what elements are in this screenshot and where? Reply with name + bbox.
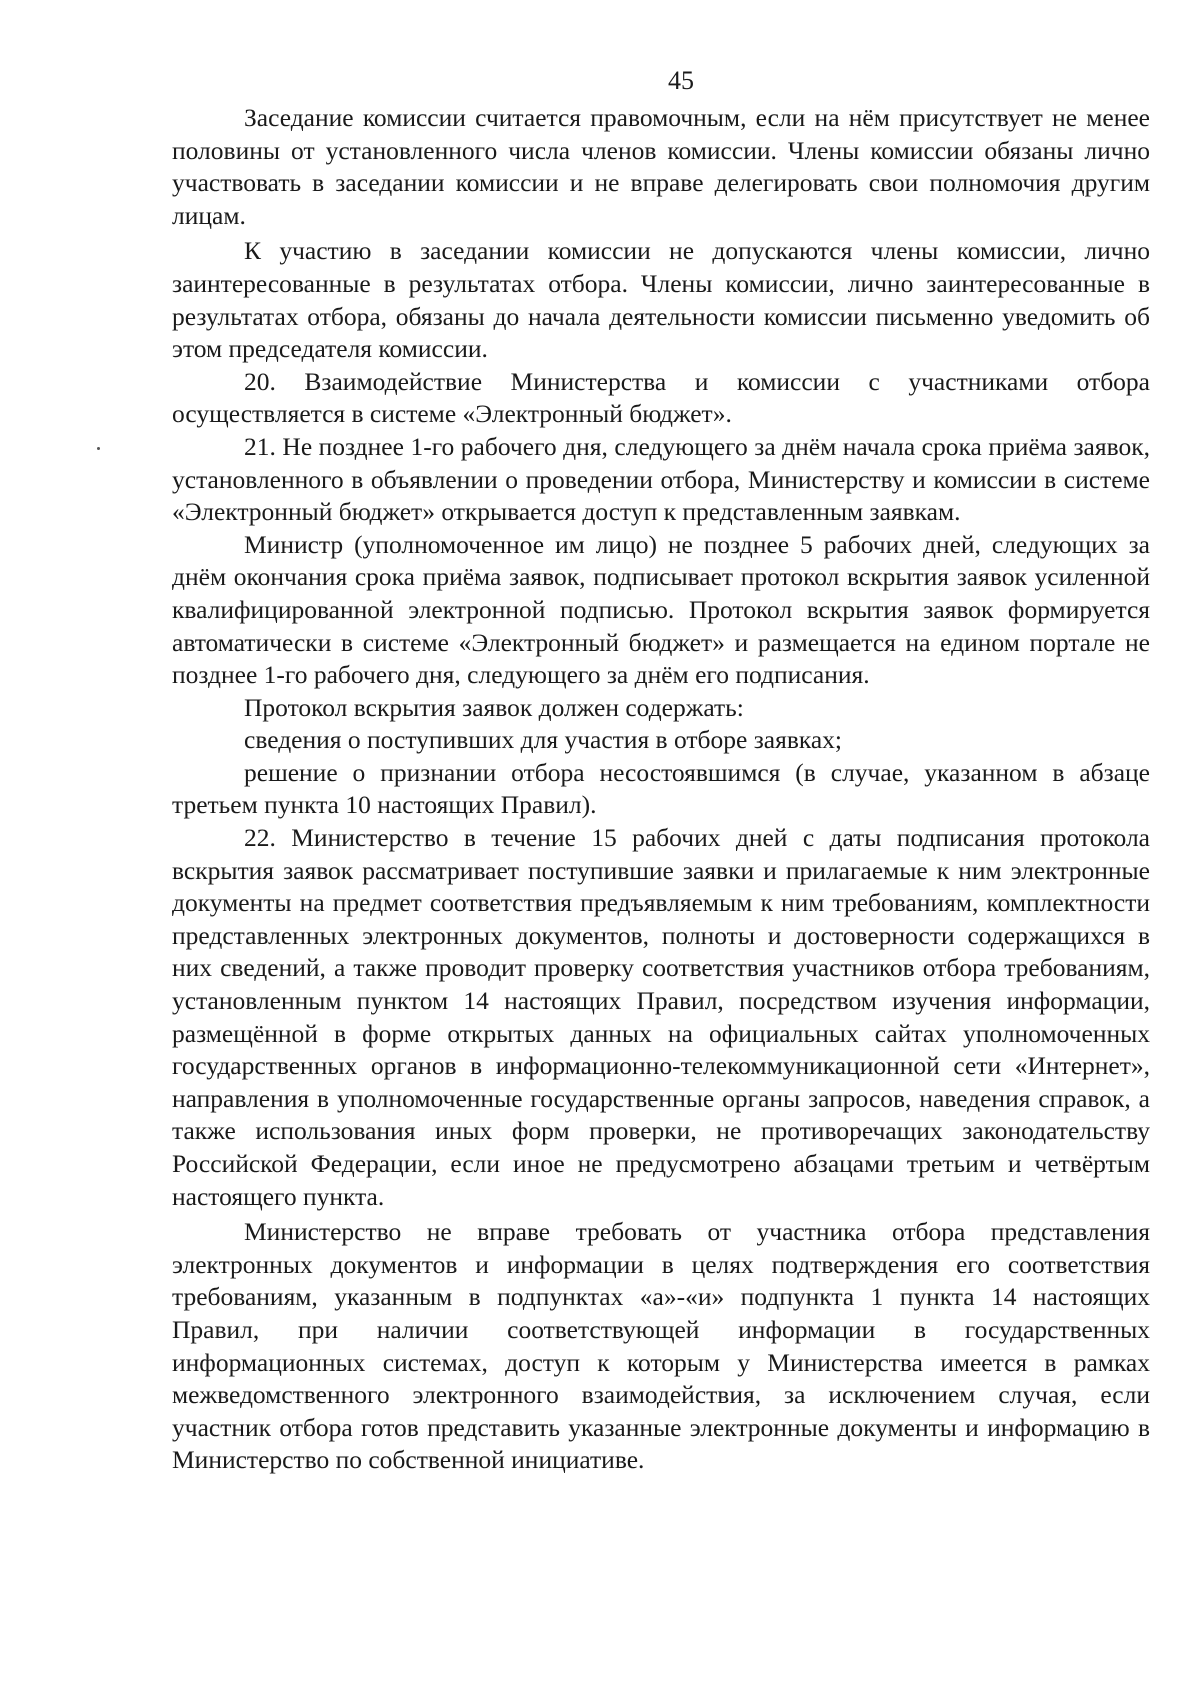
paragraph-item-22: 22. Министерство в течение 15 рабочих дней с даты подписания протокола вскрытия заявок рассматривает поступившие заявки и прилагаемые к ним электронные документы на предмет соответствия предъявляемым к ним требованиям, комплектности представленных электронных документов, полноты и достоверности содержащихся в них сведений, а также проводит проверку соответствия участников отбора требованиям, установленным пунктом 14 настоящих Правил, посредством изучения информации, размещённой в форме открытых данных на официальных сайтах уполномоченных государственных органов в информационно-телекоммуникационной сети «Интернет», направления в уполномоченные государственные органы запросов, наведения справок, а также использования иных форм проверки, не противоречащих законодательству Российской Федерации, если иное не предусмотрено абзацами третьим и четвёртым настоящего пункта. (172, 823, 1150, 1211)
page-number: 45 (668, 66, 694, 95)
paragraph-applications-info: сведения о поступивших для участия в отборе заявках; (244, 725, 843, 755)
paragraph-protocol-contents: Протокол вскрытия заявок должен содержать: (244, 692, 744, 722)
paragraph-item-20: 20. Взаимодействие Министерства и комиссии с участниками отбора осуществляется в системе «Электронный бюджет». (172, 366, 1150, 429)
paragraph-failed-selection: решение о признании отбора несостоявшимся (в случае, указанном в абзаце третьем пункта 10 настоящих Правил). (172, 757, 1150, 820)
document-body (172, 102, 1150, 1477)
paragraph-minister-protocol: Министр (уполномоченное им лицо) не позднее 5 рабочих дней, следующих за днём окончания срока приёма заявок, подписывает протокол вскрытия заявок усиленной квалифицированной электронной подписью. Протокол вскрытия заявок формируется автоматически в системе «Электронный бюджет» и размещается на едином портале не позднее 1-го рабочего дня, следующего за днём его подписания. (172, 529, 1150, 690)
paragraph-quorum: Заседание комиссии считается правомочным, если на нём присутствует не менее половины от установленного числа членов комиссии. Члены комиссии обязаны лично участвовать в заседании комиссии и не вправе делегировать свои полномочия другим лицам. (172, 103, 1150, 230)
paragraph-conflict-of-interest: К участию в заседании комиссии не допускаются члены комиссии, лично заинтересованные в результатах отбора. Члены комиссии, лично заинтересованные в результатах отбора, обязаны до начала деятельности комиссии письменно уведомить об этом председателя комиссии. (172, 236, 1150, 364)
paragraph-item-21: 21. Не позднее 1-го рабочего дня, следующего за днём начала срока приёма заявок, установленного в объявлении о проведении отбора, Министерству и комиссии в системе «Электронный бюджет» открывается доступ к представленным заявкам. (172, 431, 1150, 527)
scan-speck (97, 447, 100, 450)
paragraph-ministry-restriction: Министерство не вправе требовать от участника отбора представления электронных документов и информации в целях подтверждения его соответствия требованиям, указанным в подпунктах «а»-«и» подпункта 1 пункта 14 настоящих Правил, при наличии соответствующей информации в государственных информационных системах, доступ к которым у Министерства имеется в рамках межведомственного электронного взаимодействия, за исключением случая, если участник отбора готов представить указанные электронные документы и информацию в Министерство по собственной инициативе. (172, 1217, 1150, 1475)
